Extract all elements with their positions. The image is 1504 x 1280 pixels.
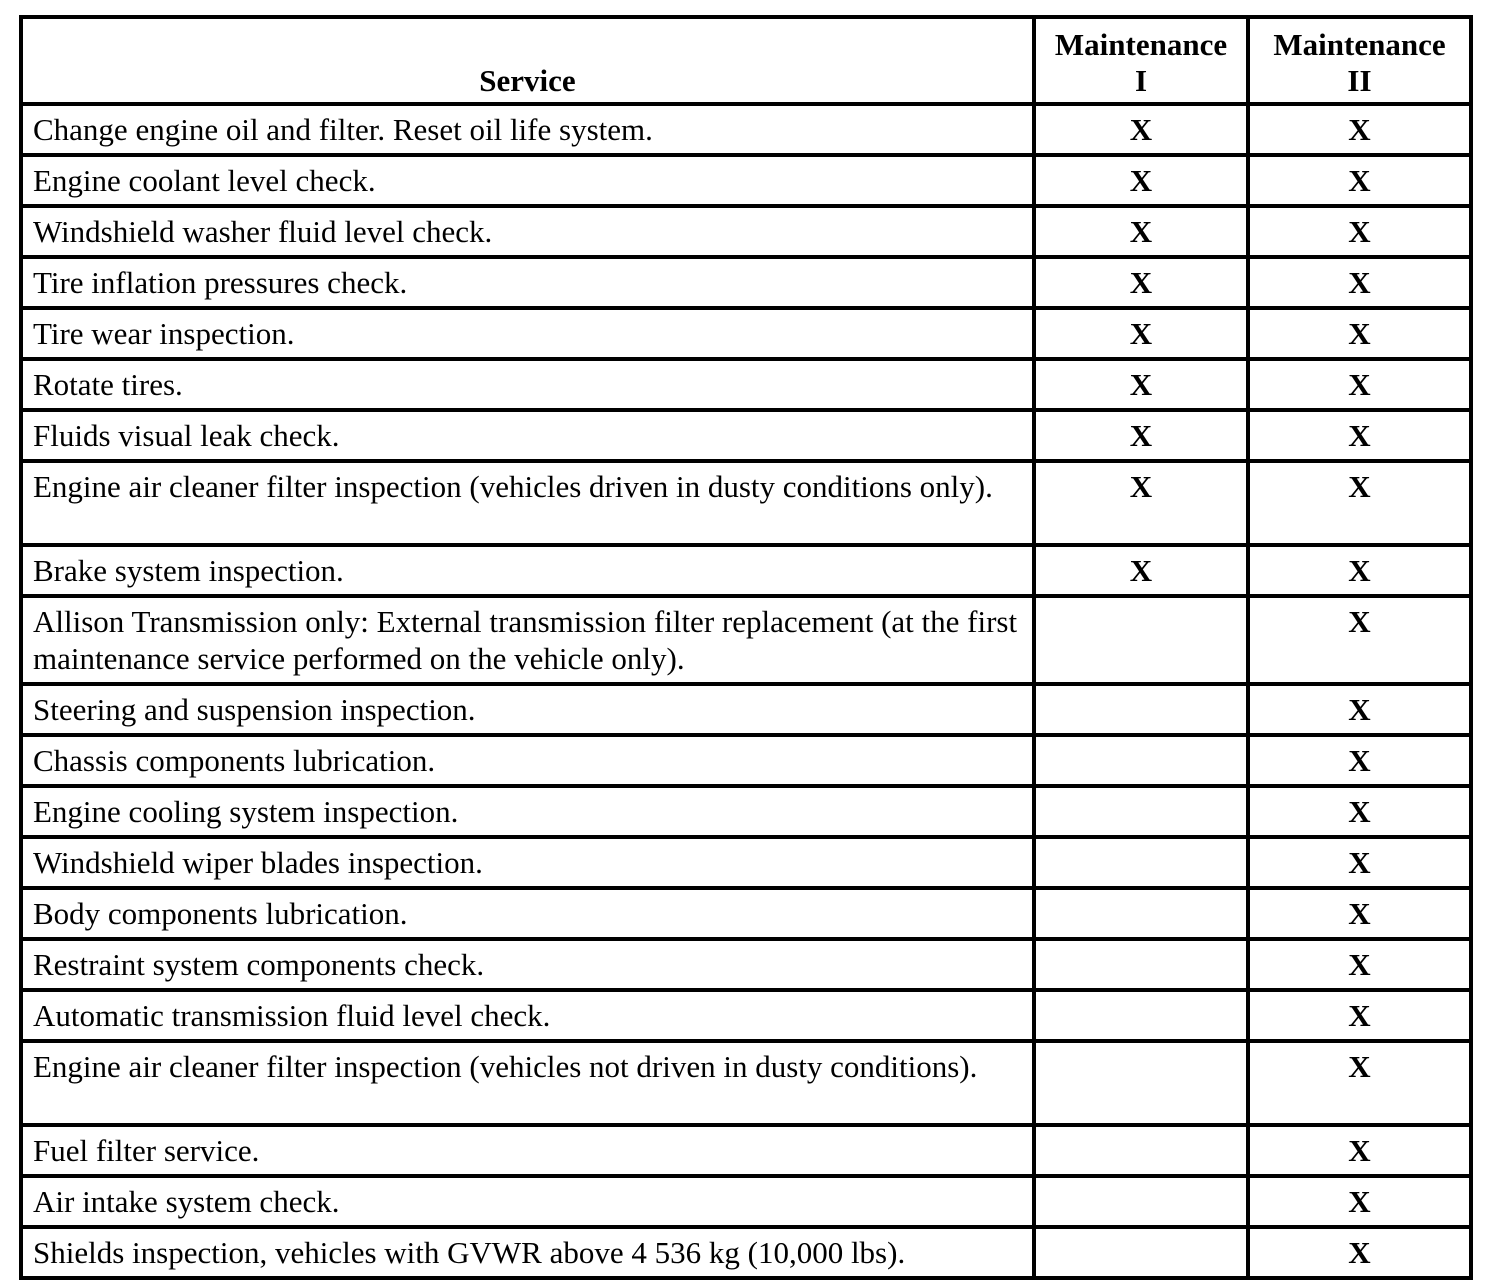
table-row bbox=[21, 155, 1471, 206]
maintenance-ii-mark: X bbox=[1248, 206, 1471, 257]
service-cell: Allison Transmission only: External transmission filter replacement (at the first maintenance service performed on the vehicle only). bbox=[21, 596, 1034, 684]
table-row bbox=[21, 837, 1471, 888]
maintenance-ii-mark: X bbox=[1248, 735, 1471, 786]
service-cell: Shields inspection, vehicles with GVWR above 4 536 kg (10,000 lbs). bbox=[21, 1227, 1034, 1278]
table-row bbox=[21, 206, 1471, 257]
maintenance-i-mark bbox=[1034, 888, 1248, 939]
table-row bbox=[21, 410, 1471, 461]
maintenance-i-mark: X bbox=[1034, 206, 1248, 257]
service-cell: Engine cooling system inspection. bbox=[21, 786, 1034, 837]
maintenance-i-mark bbox=[1034, 1125, 1248, 1176]
service-cell: Tire wear inspection. bbox=[21, 308, 1034, 359]
table-row bbox=[21, 545, 1471, 596]
maintenance-i-mark: X bbox=[1034, 359, 1248, 410]
maintenance-i-mark: X bbox=[1034, 155, 1248, 206]
maintenance-ii-mark: X bbox=[1248, 1227, 1471, 1278]
maintenance-ii-mark: X bbox=[1248, 990, 1471, 1041]
table-body bbox=[21, 104, 1471, 1278]
service-cell: Engine coolant level check. bbox=[21, 155, 1034, 206]
service-cell: Engine air cleaner filter inspection (vehicles driven in dusty conditions only). bbox=[21, 461, 1034, 545]
table-row bbox=[21, 596, 1471, 684]
table-row bbox=[21, 990, 1471, 1041]
service-cell: Windshield wiper blades inspection. bbox=[21, 837, 1034, 888]
table-row bbox=[21, 735, 1471, 786]
maintenance-i-mark bbox=[1034, 786, 1248, 837]
maintenance-i-header-line1: Maintenance bbox=[1054, 27, 1228, 62]
service-cell: Air intake system check. bbox=[21, 1176, 1034, 1227]
maintenance-i-mark bbox=[1034, 837, 1248, 888]
service-cell: Automatic transmission fluid level check. bbox=[21, 990, 1034, 1041]
maintenance-i-mark bbox=[1034, 939, 1248, 990]
service-cell: Body components lubrication. bbox=[21, 888, 1034, 939]
table-row bbox=[21, 308, 1471, 359]
table-row bbox=[21, 104, 1471, 155]
maintenance-i-mark: X bbox=[1034, 104, 1248, 155]
service-cell: Tire inflation pressures check. bbox=[21, 257, 1034, 308]
maintenance-ii-mark: X bbox=[1248, 888, 1471, 939]
maintenance-i-mark: X bbox=[1034, 545, 1248, 596]
maintenance-ii-column-header bbox=[1248, 17, 1471, 104]
service-cell: Change engine oil and filter. Reset oil life system. bbox=[21, 104, 1034, 155]
maintenance-i-mark: X bbox=[1034, 257, 1248, 308]
maintenance-ii-header-line1: Maintenance bbox=[1273, 27, 1446, 62]
table-row bbox=[21, 786, 1471, 837]
maintenance-i-mark: X bbox=[1034, 410, 1248, 461]
service-column-header: Service bbox=[21, 17, 1034, 104]
table-row bbox=[21, 684, 1471, 735]
maintenance-ii-header-line2: II bbox=[1347, 63, 1372, 98]
maintenance-ii-mark: X bbox=[1248, 104, 1471, 155]
service-cell: Windshield washer fluid level check. bbox=[21, 206, 1034, 257]
maintenance-i-mark bbox=[1034, 1176, 1248, 1227]
maintenance-ii-mark: X bbox=[1248, 939, 1471, 990]
table-row bbox=[21, 1125, 1471, 1176]
table-row bbox=[21, 939, 1471, 990]
maintenance-ii-mark: X bbox=[1248, 257, 1471, 308]
maintenance-ii-mark: X bbox=[1248, 786, 1471, 837]
maintenance-i-mark bbox=[1034, 990, 1248, 1041]
service-cell: Engine air cleaner filter inspection (vehicles not driven in dusty conditions). bbox=[21, 1041, 1034, 1125]
maintenance-ii-mark: X bbox=[1248, 155, 1471, 206]
maintenance-ii-mark: X bbox=[1248, 359, 1471, 410]
maintenance-i-mark bbox=[1034, 735, 1248, 786]
maintenance-ii-mark: X bbox=[1248, 837, 1471, 888]
table-row bbox=[21, 257, 1471, 308]
maintenance-ii-mark: X bbox=[1248, 545, 1471, 596]
maintenance-i-mark bbox=[1034, 684, 1248, 735]
service-cell: Restraint system components check. bbox=[21, 939, 1034, 990]
maintenance-ii-mark: X bbox=[1248, 308, 1471, 359]
table-row bbox=[21, 1227, 1471, 1278]
maintenance-ii-mark: X bbox=[1248, 1125, 1471, 1176]
table-row bbox=[21, 461, 1471, 545]
header-row bbox=[21, 17, 1471, 104]
table-row bbox=[21, 1041, 1471, 1125]
maintenance-i-mark: X bbox=[1034, 461, 1248, 545]
maintenance-i-mark: X bbox=[1034, 308, 1248, 359]
maintenance-ii-mark: X bbox=[1248, 684, 1471, 735]
table-row bbox=[21, 359, 1471, 410]
maintenance-schedule-table bbox=[19, 15, 1473, 1280]
service-cell: Chassis components lubrication. bbox=[21, 735, 1034, 786]
table-row bbox=[21, 1176, 1471, 1227]
service-cell: Fluids visual leak check. bbox=[21, 410, 1034, 461]
maintenance-ii-mark: X bbox=[1248, 461, 1471, 545]
service-cell: Fuel filter service. bbox=[21, 1125, 1034, 1176]
maintenance-ii-mark: X bbox=[1248, 1041, 1471, 1125]
maintenance-i-column-header bbox=[1034, 17, 1248, 104]
maintenance-i-mark bbox=[1034, 1041, 1248, 1125]
maintenance-ii-mark: X bbox=[1248, 1176, 1471, 1227]
table-header bbox=[21, 17, 1471, 104]
service-cell: Brake system inspection. bbox=[21, 545, 1034, 596]
table-row bbox=[21, 888, 1471, 939]
service-cell: Rotate tires. bbox=[21, 359, 1034, 410]
maintenance-ii-mark: X bbox=[1248, 410, 1471, 461]
maintenance-i-mark bbox=[1034, 1227, 1248, 1278]
maintenance-ii-mark: X bbox=[1248, 596, 1471, 684]
service-cell: Steering and suspension inspection. bbox=[21, 684, 1034, 735]
maintenance-i-mark bbox=[1034, 596, 1248, 684]
maintenance-i-header-line2: I bbox=[1134, 63, 1148, 98]
